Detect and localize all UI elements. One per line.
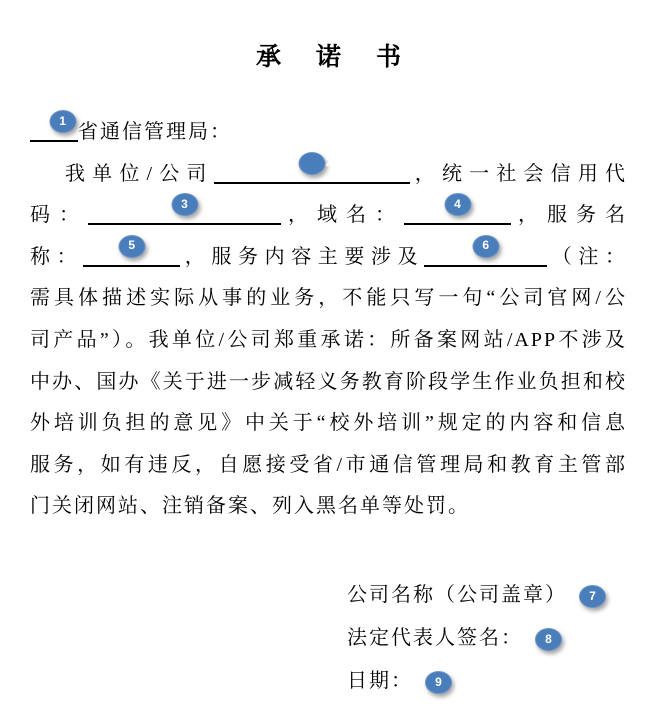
marker-badge-8[interactable]: 8 — [535, 628, 562, 651]
body-line: 中办、国办《关于进一步减轻义务教育阶段学生作业负担和校 — [30, 370, 627, 393]
marker-badge-1[interactable]: 1 — [49, 110, 76, 133]
body-line: 服务，如有违反，自愿接受省/市通信管理局和教育主管部 — [30, 453, 627, 476]
marker-badge-5[interactable]: 5 — [118, 235, 145, 258]
company-name-label: 公司名称（公司盖章） — [347, 583, 567, 606]
marker-badge-2[interactable]: 2 — [298, 152, 325, 175]
signature-row-date — [347, 660, 627, 703]
signature-row-legal-representative — [347, 617, 627, 660]
body-paragraph — [30, 154, 627, 528]
signature-row-company-name — [347, 574, 627, 617]
document-title: 承 诺 书 — [256, 43, 415, 71]
blank-field-6[interactable] — [424, 238, 547, 267]
body-line: 门关闭网站、注销备案、列入黑名单等处罚。 — [30, 495, 470, 518]
blank-field-2[interactable] — [214, 155, 410, 184]
blank-field-3[interactable] — [88, 196, 281, 225]
body-line: 司产品”）。我单位/公司郑重承诺：所备案网站/APP不涉及 — [30, 328, 627, 351]
body-line: 称： 5 ，服务内容主要涉及 6 （注： — [30, 237, 627, 279]
salutation-line: 1 省通信管理局： — [30, 112, 627, 154]
date-label: 日期： — [347, 669, 413, 692]
signature-block — [347, 574, 627, 703]
body-line: 外培训负担的意见》中关于“校外培训”规定的内容和信息 — [30, 412, 627, 435]
marker-badge-6[interactable]: 6 — [472, 235, 499, 258]
marker-badge-9[interactable]: 9 — [425, 671, 452, 694]
blank-field-1[interactable] — [30, 113, 78, 142]
blank-field-5[interactable] — [83, 238, 180, 267]
body-line: 码： 3 ，域名： 4 ，服务名 — [30, 195, 627, 237]
marker-badge-4[interactable]: 4 — [444, 193, 471, 216]
marker-badge-3[interactable]: 3 — [171, 193, 198, 216]
blank-field-4[interactable] — [404, 196, 511, 225]
legal-representative-label: 法定代表人签名： — [347, 626, 523, 649]
marker-badge-7[interactable]: 7 — [579, 585, 606, 608]
body-line: 我单位/公司 2 ，统一社会信用代 — [30, 154, 627, 196]
body-line: 需具体描述实际从事的业务，不能只写一句“公司官网/公 — [30, 287, 627, 310]
